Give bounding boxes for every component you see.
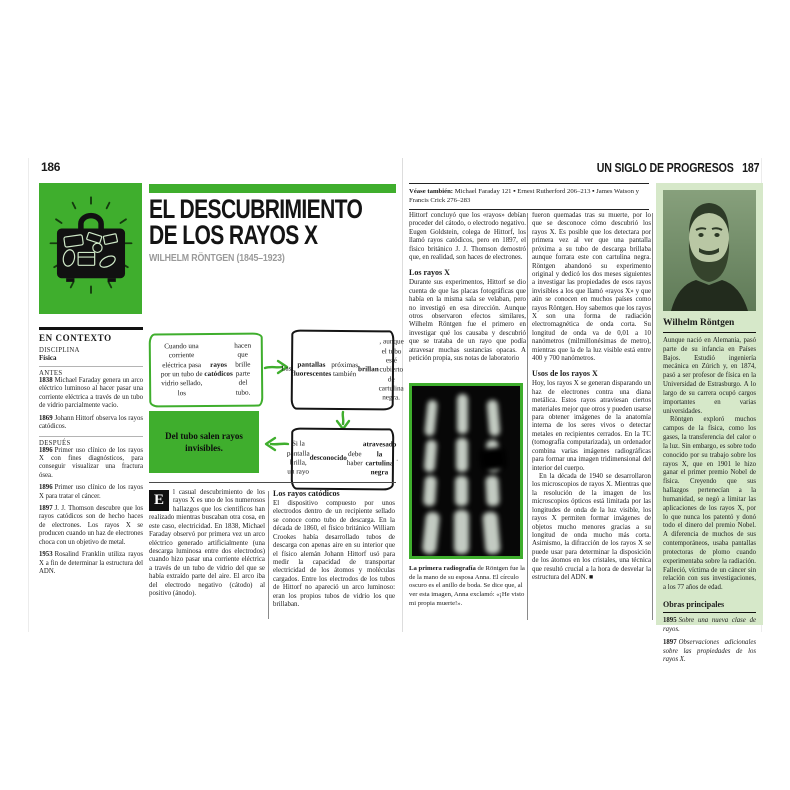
timeline-entry xyxy=(39,505,143,547)
rontgen-portrait-image xyxy=(663,190,756,311)
column-divider xyxy=(527,213,528,620)
topic-icon-box xyxy=(39,183,142,314)
see-also-box: Véase también: Michael Faraday 121 ▪ Ernest Rutherford 206–213 ▪ James Watson y Francis Crick 276–283 xyxy=(409,183,649,210)
body-text: Hittorf concluyó que los «rayos» debían proceder del cátodo, o electrodo negativo. Eugen Goldstein, colega de Hittorf, los llamó rayos catódicos, pero en 1897, el físico británico J. J. Thomson demostró que, en realidad, son haces de electrones. xyxy=(409,212,526,262)
body-text: En la década de 1940 se desarrollaron los microscopios de rayos X. Mientras que la resolución de la imagen de los microscopios ópticos está limitada por las longitudes de onda de la luz visible, los rayos X permiten formar imágenes de objetos mucho menores gracias a su longitud de onda mucho más corta. Asimismo, la difracción de los rayos X se puede usar para determinar la disposición de los átomos en los cristales, una técnica que resultó crucial a la hora de desvelar la estructura del ADN. ■ xyxy=(532,472,651,582)
work-year: 1897 xyxy=(663,638,677,646)
body-heading: Los rayos X xyxy=(409,267,450,277)
suitcase-icon xyxy=(45,189,137,308)
entry-year: 1953 xyxy=(39,551,53,559)
body-text: fueron quemadas tras su muerte, por lo que se desconoce cómo descubrió los rayos X. Es posible que los detectara por primera vez al ver que una pantalla próxima a su tubo de descarga brillaba aunque forrara este con cartulina negra. Röntgen abandonó su experimento original y dedicó los dos meses siguientes a investigar las propiedades de esos rayos invisibles a los que llamó «rayos X» y que aún se conocen en muchos países como rayos Röntgen. Hoy sabemos que los rayos X son una forma de radiación electromagnética de onda corta. Su longitud de onda va de 0,01 a 10 nanómetros (milmillonésimas de metro), mientras que la de la luz visible está entre 400 y 700 nanómetros. xyxy=(532,212,651,363)
discipline-value: Física xyxy=(39,354,57,362)
biography-text: Röntgen exploró muchos campos de la física, como los gases, la transferencia del calor o la luz. Sin embargo, es sobre todo conocido por su trabajo sobre los rayos X, que en 1901 le hizo ganar el primer premio Nobel de física. Creyendo que sus hallazgos pertenecían a la humanidad, se negó a limitar las aplicaciones de los rayos X, por lo que nunca los patentó y donó todo el dinero del premio Nobel. A diferencia de muchos de sus contemporáneos, usaba pantallas protectoras de plomo cuando experimentaba sobre la radiación. Falleció, víctima de un cáncer sin relación con sus investigaciones, a los 77 años de edad. xyxy=(663,416,756,592)
flowchart-box-fluorescent-screens: Las pantallas fluorescentes próximas también brillan , aunque el tubo esté cubierto de cartulina negra. xyxy=(291,330,395,411)
work-title: Sobre una nueva clase de rayos. xyxy=(663,617,756,633)
flowchart-box-cathode-rays: Cuando una corriente eléctrica pasa por un tubo de vidrio sellado, los rayos catódicos hacen que brille parte del tubo. xyxy=(149,333,264,408)
chapter-title: UN SIGLO DE PROGRESOS xyxy=(596,161,734,175)
section-rule xyxy=(149,482,396,483)
entry-year: 1897 xyxy=(39,505,53,513)
entry-text: Primer uso clínico de los rayos X con fines diagnósticos, para conseguir visualizar una fractura ósea. xyxy=(39,446,143,479)
divider xyxy=(39,436,143,437)
entry-text: Rosalind Franklin utiliza rayos X a fin de determinar la estructura del ADN. xyxy=(39,551,143,576)
work-entry xyxy=(663,639,756,665)
biography-text: Aunque nació en Alemania, pasó parte de su infancia en Países Bajos. Estudió ingeniería mecánica en Zúrich y, en 1874, pasó a ser profesor de física en la Universidad de Estrasburgo. A lo largo de su carrera ocupó cargos importantes en varias universidades. xyxy=(663,337,756,415)
xray-image xyxy=(409,383,523,559)
body-text: l casual descubrimiento de los rayos X es uno de los numerosos hallazgos que los científicos han realizado mientras buscaban otra cosa, en este caso, electricidad. En 1838, Michael Faraday observó por primera vez un arco eléctrico generado artificialmente (una descarga luminosa entre dos electrodos) cuando hizo pasar una corriente eléctrica a través de un tubo de vidrio del que se había extraído parte del aire. El arco iba del electrodo negativo (cátodo) al positivo (ánodo). xyxy=(149,489,265,598)
work-title: Observaciones adicionales sobre las propiedades de los rayos X. xyxy=(663,638,756,664)
body-text: Hoy, los rayos X se generan disparando un haz de electrones contra una diana metálica. Estos rayos atraviesan ciertos materiales mejor que otros y pueden usarse para obtener imágenes de la anatomía interna de los seres vivos o detectar metales en recipientes cerrados. En la TC (tomografía computarizada), un ordenador combina varias imágenes radiográficas para formar una imagen tridimensional del interior del cuerpo. xyxy=(532,380,651,472)
figure-caption: La primera radiografía de Röntgen fue la de la mano de su esposa Anna. El círculo oscuro es el anillo de boda. Se dice que, al ver esta imagen, Anna exclamó: «¡He visto mi propia muerte!». xyxy=(409,565,525,607)
timeline-entry xyxy=(39,415,143,432)
discipline-label: DISCIPLINA xyxy=(39,347,80,354)
work-year: 1895 xyxy=(663,617,677,625)
flowchart-box-unknown-ray: Si la pantalla brilla, un rayo desconocido debe haber atravesado la cartulina negra . xyxy=(291,428,395,491)
entry-year: 1869 xyxy=(39,414,53,422)
arrow-left-icon xyxy=(262,435,290,458)
body-text: El dispositivo compuesto por unos electrodos dentro de un recipiente sellado se conoce como tubo de descarga. En la década de 1860, el físico británico William Crookes había desarrollado tubos de descarga con apenas aire en su interior que el físico alemán Johann Hittorf usó para medir la capacidad de transportar electricidad de los átomos y moléculas cargados. Entre los electrodos de los tubos de Hittorf no apareció un arco luminoso: eran los propios tubos de vidrio los que brillaban. xyxy=(273,500,395,609)
timeline-entry xyxy=(39,447,143,481)
timeline-entry xyxy=(39,484,143,501)
title-line-1: EL DESCUBRIMIENTO xyxy=(149,194,363,224)
entry-year: 1838 xyxy=(39,377,53,384)
article-title xyxy=(149,194,363,250)
biography-panel xyxy=(656,183,763,664)
column-divider xyxy=(652,213,653,620)
page-spread xyxy=(28,158,762,664)
right-body-column-1 xyxy=(409,212,526,382)
works-heading: Obras principales xyxy=(663,600,756,613)
before-label: ANTES xyxy=(39,370,63,377)
left-body-column-2 xyxy=(273,489,395,621)
after-label: DESPUÉS xyxy=(39,439,71,447)
entry-text: Primer uso clínico de los rayos X para tratar el cáncer. xyxy=(39,484,143,500)
work-entry xyxy=(663,617,756,635)
running-header xyxy=(596,161,759,175)
entry-text: J. J. Thomson descubre que los rayos catódicos son de hecho haces de electrones. Los rayos X se producen cuando un haz de electrones choca con un objetivo de metal. xyxy=(39,505,143,546)
page-number-left: 186 xyxy=(41,160,61,174)
article-subtitle: WILHELM RÖNTGEN (1845–1923) xyxy=(149,252,285,264)
left-body-column-1 xyxy=(149,489,265,621)
body-text: Durante sus experimentos, Hittorf se dio cuenta de que las placas fotográficas que había en la misma sala se velaban, pero no investigó en esa dirección. Aunque otros observaron efectos similares, Wilhelm Röntgen fue el primero en investigar qué los causaba y descubrió que se trataba de un rayo que podía atravesar muchas sustancias opacas. A petición propia, sus notas de laboratorio xyxy=(409,279,526,363)
title-line-2: DE LOS RAYOS X xyxy=(149,219,318,250)
divider xyxy=(39,366,143,367)
context-heading: EN CONTEXTO xyxy=(39,333,112,343)
biography-name: Wilhelm Röntgen xyxy=(663,318,756,333)
right-body-column-2 xyxy=(532,212,651,621)
title-accent-bar xyxy=(149,184,396,193)
timeline-entry xyxy=(39,377,143,411)
entry-year: 1896 xyxy=(39,446,53,454)
body-heading: Usos de los rayos X xyxy=(532,368,598,378)
column-divider xyxy=(268,491,269,619)
drop-cap: E xyxy=(149,490,169,511)
entry-text: Michael Faraday genera un arco eléctrico luminoso al hacer pasar una corriente eléctrica a través de un tubo de vidrio parcialmente vacío. xyxy=(39,377,143,410)
body-heading: Los rayos catódicos xyxy=(273,489,340,498)
context-panel xyxy=(39,327,143,580)
timeline-entry xyxy=(39,551,143,576)
xray-figure xyxy=(409,383,523,559)
entry-year: 1896 xyxy=(39,484,53,492)
flowchart-conclusion-box: Del tubo salen rayos invisibles. xyxy=(149,411,259,473)
entry-text: Johann Hittorf observa los rayos catódicos. xyxy=(39,414,143,431)
page-number-right: 187 xyxy=(741,161,759,175)
